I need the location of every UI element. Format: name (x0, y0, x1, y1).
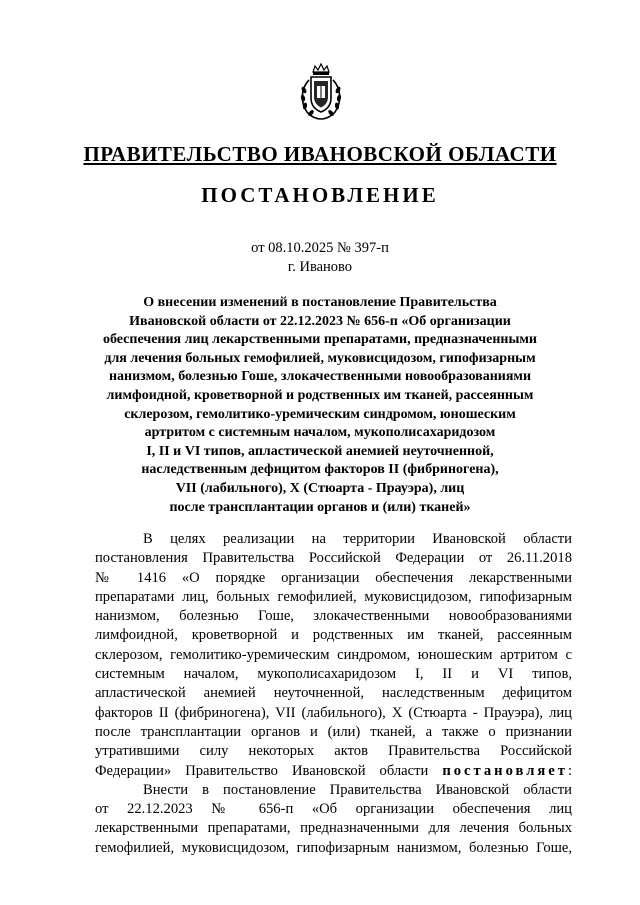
body-line: факторов II (фибриногена), VII (лабильного), X (Стюарта - Прауэра), лиц (95, 704, 572, 721)
resolves-colon: : (567, 762, 572, 779)
subject-line: для лечения больных гемофилией, муковисцидозом, гипофизарным (104, 350, 536, 366)
body-line: Внести в постановление Правительства Ивановской области (143, 781, 572, 798)
document-subject (96, 294, 544, 517)
body-line: препаратами лиц, больных гемофилией, муковисцидозом, гипофизарным (95, 588, 572, 605)
subject-line: VII (лабильного), X (Стюарта - Прауэра), лиц (175, 480, 465, 496)
body-line: утратившими силу некоторых актов Правительства Российской (95, 743, 572, 760)
coat-of-arms-emblem (295, 62, 347, 122)
subject-line: обеспечения лиц лекарственными препаратами, предназначенными (102, 332, 538, 348)
subject-line: после трансплантации органов и (или) тканей» (169, 499, 471, 515)
body-line: апластической анемией неуточненной, наследственным дефицитом (95, 685, 572, 702)
body-line: от 22.12.2023 № 656-п «Об организации обеспечения лиц (95, 801, 572, 818)
body-line-resolution (95, 762, 572, 781)
document-body (95, 530, 572, 858)
government-title: ПРАВИТЕЛЬСТВО ИВАНОВСКОЙ ОБЛАСТИ (83, 142, 557, 166)
body-line: системным началом, мукополисахаридозом I, II и VI типов, (95, 666, 572, 683)
body-line: лекарственными препаратами, предназначенными для лечения больных (95, 820, 572, 837)
body-line: после трансплантации органов и (или) тканей, а также о признании (95, 723, 572, 740)
resolves-word: постановляет (442, 762, 568, 779)
body-line: нанизмом, болезнью Гоше, злокачественными новообразованиями (95, 608, 572, 625)
subject-line: Ивановской области от 22.12.2023 № 656-п «Об организации (129, 313, 511, 329)
document-city: г. Иваново (287, 259, 353, 275)
subject-line: I, II и VI типов, апластической анемией неуточненной, (146, 443, 494, 459)
body-line: В целях реализации на территории Ивановской области (143, 531, 572, 547)
subject-line: артритом с системным началом, мукополисахаридозом (144, 425, 496, 441)
subject-line: нанизмом, болезнью Гоше, злокачественными новообразованиями (108, 369, 532, 385)
subject-line: лимфоидной, кроветворной и родственных им тканей, рассеянным (106, 387, 534, 403)
subject-line: склерозом, гемолитико-уремическим синдромом, юношеским (124, 406, 516, 422)
body-line-text: Федерации» Правительство Ивановской области (95, 762, 429, 779)
document-date-number: от 08.10.2025 № 397-п (251, 240, 389, 256)
body-line: лимфоидной, кроветворной и родственных им тканей, рассеянным (95, 627, 572, 644)
body-line: постановления Правительства Российской Федерации от 26.11.2018 (95, 550, 572, 567)
subject-line: О внесении изменений в постановление Правительства (143, 295, 497, 310)
subject-line: наследственным дефицитом факторов II (фибриногена), (141, 462, 499, 478)
document-type: ПОСТАНОВЛЕНИЕ (201, 183, 439, 207)
body-line: гемофилией, муковисцидозом, гипофизарным нанизмом, болезнью Гоше, (95, 839, 572, 856)
body-line: № 1416 «О порядке организации обеспечения лекарственными (95, 569, 572, 586)
body-line: склерозом, гемолитико-уремическим синдромом, юношеским артритом с (95, 646, 572, 663)
